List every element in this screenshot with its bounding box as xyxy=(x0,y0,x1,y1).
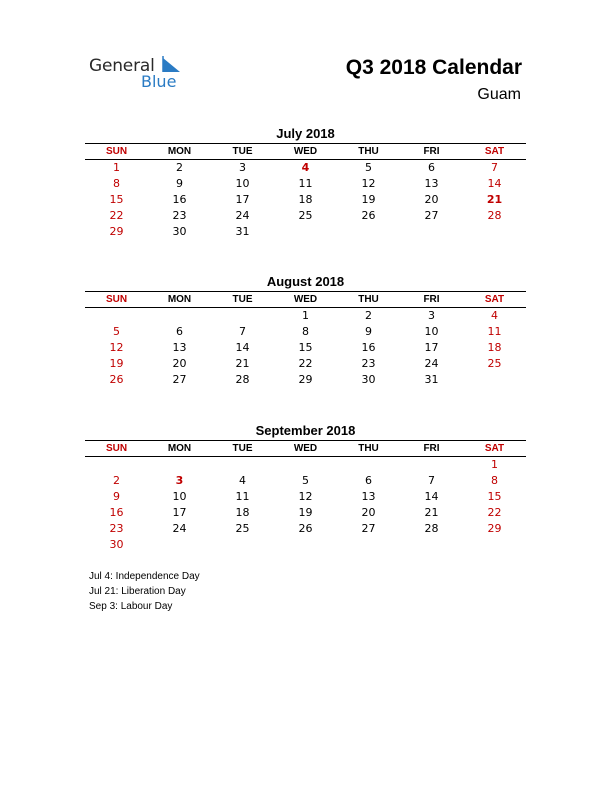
month-calendar xyxy=(85,422,526,553)
week-row xyxy=(85,457,526,473)
day-cell: 5 xyxy=(365,161,372,174)
month-title: September 2018 xyxy=(255,423,356,438)
day-cell: 6 xyxy=(176,325,183,338)
week-row xyxy=(85,176,526,192)
week-row xyxy=(85,324,526,340)
weekday-label: MON xyxy=(167,443,192,454)
day-cell: 28 xyxy=(487,209,502,222)
day-cell: 12 xyxy=(109,341,124,354)
page-subtitle: Guam xyxy=(477,86,521,103)
day-cell: 25 xyxy=(298,209,313,222)
day-cell: 7 xyxy=(428,474,435,487)
day-cell: 12 xyxy=(361,177,376,190)
day-cell: 27 xyxy=(361,522,376,535)
weekday-label: FRI xyxy=(423,146,440,157)
week-row xyxy=(85,537,526,553)
weekday-label: SAT xyxy=(484,146,505,157)
day-cell: 21 xyxy=(486,193,503,206)
month-calendar xyxy=(85,273,526,388)
weekday-header xyxy=(85,143,526,160)
day-cell xyxy=(400,457,463,473)
week-row xyxy=(85,505,526,521)
day-cell: 23 xyxy=(109,522,124,535)
day-cell: 5 xyxy=(113,325,120,338)
day-cell xyxy=(463,537,526,553)
day-cell: 24 xyxy=(424,357,439,370)
day-cell: 10 xyxy=(172,490,187,503)
day-cell: 10 xyxy=(235,177,250,190)
day-cell: 17 xyxy=(172,506,187,519)
day-cell: 28 xyxy=(424,522,439,535)
day-cell: 4 xyxy=(491,309,498,322)
day-cell: 1 xyxy=(113,161,120,174)
day-cell: 28 xyxy=(235,373,250,386)
day-cell: 1 xyxy=(491,458,498,471)
day-cell: 16 xyxy=(109,506,124,519)
day-cell: 11 xyxy=(235,490,250,503)
day-cell: 11 xyxy=(298,177,313,190)
weekday-header xyxy=(85,291,526,308)
day-cell: 13 xyxy=(172,341,187,354)
day-cell: 31 xyxy=(424,373,439,386)
day-cell: 30 xyxy=(361,373,376,386)
day-cell: 16 xyxy=(172,193,187,206)
day-cell: 13 xyxy=(361,490,376,503)
holiday-note: Jul 21: Liberation Day xyxy=(89,586,186,597)
week-row xyxy=(85,356,526,372)
day-cell: 29 xyxy=(298,373,313,386)
day-cell xyxy=(148,457,211,473)
day-cell: 9 xyxy=(113,490,120,503)
day-cell xyxy=(400,537,463,553)
weekday-label: FRI xyxy=(423,443,440,454)
week-row xyxy=(85,208,526,224)
day-cell: 19 xyxy=(361,193,376,206)
day-cell: 4 xyxy=(301,161,310,174)
day-cell: 11 xyxy=(487,325,502,338)
day-cell: 27 xyxy=(172,373,187,386)
day-cell: 14 xyxy=(235,341,250,354)
week-row xyxy=(85,340,526,356)
weekday-label: WED xyxy=(293,443,318,454)
day-cell xyxy=(274,537,337,553)
day-cell: 23 xyxy=(361,357,376,370)
day-cell: 6 xyxy=(365,474,372,487)
day-cell xyxy=(85,308,148,324)
day-cell: 19 xyxy=(109,357,124,370)
day-cell: 15 xyxy=(298,341,313,354)
day-cell: 15 xyxy=(109,193,124,206)
day-cell: 8 xyxy=(302,325,309,338)
weekday-label: THU xyxy=(358,146,379,157)
day-cell: 20 xyxy=(172,357,187,370)
weekday-label: WED xyxy=(293,146,318,157)
weekday-label: MON xyxy=(167,294,192,305)
day-cell: 8 xyxy=(113,177,120,190)
day-cell xyxy=(463,224,526,240)
logo-word-general: General xyxy=(89,56,155,76)
day-cell: 18 xyxy=(298,193,313,206)
day-cell: 10 xyxy=(424,325,439,338)
week-row xyxy=(85,372,526,388)
day-cell: 27 xyxy=(424,209,439,222)
day-cell: 22 xyxy=(109,209,124,222)
day-cell: 25 xyxy=(487,357,502,370)
day-cell: 18 xyxy=(487,341,502,354)
weekday-label: SUN xyxy=(105,146,128,157)
day-cell: 26 xyxy=(109,373,124,386)
day-cell: 23 xyxy=(172,209,187,222)
day-cell xyxy=(400,224,463,240)
flag-icon xyxy=(162,56,182,72)
weekday-label: WED xyxy=(293,294,318,305)
day-cell: 13 xyxy=(424,177,439,190)
week-row xyxy=(85,489,526,505)
logo-word-blue: Blue xyxy=(141,72,177,91)
day-cell: 18 xyxy=(235,506,250,519)
day-cell: 5 xyxy=(302,474,309,487)
day-cell xyxy=(337,537,400,553)
day-cell: 4 xyxy=(239,474,246,487)
day-cell: 3 xyxy=(239,161,246,174)
day-cell: 1 xyxy=(302,309,309,322)
day-cell xyxy=(463,372,526,388)
month-title: August 2018 xyxy=(266,274,345,289)
weekday-label: TUE xyxy=(232,146,253,157)
week-row xyxy=(85,160,526,176)
day-cell: 3 xyxy=(175,474,184,487)
day-cell xyxy=(337,457,400,473)
day-cell: 22 xyxy=(298,357,313,370)
weekday-label: MON xyxy=(167,146,192,157)
holiday-note: Sep 3: Labour Day xyxy=(89,601,173,612)
page-title: Q3 2018 Calendar xyxy=(345,56,522,79)
day-cell: 2 xyxy=(113,474,120,487)
day-cell: 22 xyxy=(487,506,502,519)
day-cell: 9 xyxy=(365,325,372,338)
week-row xyxy=(85,192,526,208)
day-cell: 6 xyxy=(428,161,435,174)
day-cell xyxy=(337,224,400,240)
day-cell: 29 xyxy=(487,522,502,535)
day-cell xyxy=(211,457,274,473)
day-cell: 9 xyxy=(176,177,183,190)
weekday-label: FRI xyxy=(423,294,440,305)
weekday-label: SUN xyxy=(105,294,128,305)
day-cell: 2 xyxy=(365,309,372,322)
weekday-label: THU xyxy=(358,443,379,454)
day-cell: 30 xyxy=(109,538,124,551)
day-cell: 24 xyxy=(235,209,250,222)
day-cell: 21 xyxy=(235,357,250,370)
day-cell: 26 xyxy=(361,209,376,222)
day-cell: 26 xyxy=(298,522,313,535)
day-cell: 20 xyxy=(361,506,376,519)
holiday-notes xyxy=(89,569,200,614)
day-cell: 31 xyxy=(235,225,250,238)
day-cell: 16 xyxy=(361,341,376,354)
week-row xyxy=(85,308,526,324)
day-cell: 7 xyxy=(491,161,498,174)
day-cell: 14 xyxy=(424,490,439,503)
day-cell xyxy=(211,537,274,553)
day-cell: 20 xyxy=(424,193,439,206)
day-cell: 8 xyxy=(491,474,498,487)
day-cell: 12 xyxy=(298,490,313,503)
day-cell xyxy=(148,537,211,553)
weekday-label: TUE xyxy=(232,443,253,454)
week-row xyxy=(85,521,526,537)
week-row xyxy=(85,224,526,240)
day-cell: 30 xyxy=(172,225,187,238)
day-cell xyxy=(274,224,337,240)
holiday-note: Jul 4: Independence Day xyxy=(89,571,200,582)
weekday-label: SUN xyxy=(105,443,128,454)
day-cell: 29 xyxy=(109,225,124,238)
day-cell: 7 xyxy=(239,325,246,338)
weekday-label: TUE xyxy=(232,294,253,305)
weekday-header xyxy=(85,440,526,457)
day-cell: 15 xyxy=(487,490,502,503)
week-row xyxy=(85,473,526,489)
day-cell: 24 xyxy=(172,522,187,535)
day-cell: 25 xyxy=(235,522,250,535)
day-cell xyxy=(85,457,148,473)
day-cell xyxy=(274,457,337,473)
weekday-label: THU xyxy=(358,294,379,305)
day-cell: 3 xyxy=(428,309,435,322)
day-cell: 21 xyxy=(424,506,439,519)
month-title: July 2018 xyxy=(276,126,335,141)
day-cell: 17 xyxy=(235,193,250,206)
day-cell: 2 xyxy=(176,161,183,174)
day-cell: 14 xyxy=(487,177,502,190)
month-calendar xyxy=(85,125,526,240)
day-cell xyxy=(211,308,274,324)
weekday-label: SAT xyxy=(484,294,505,305)
day-cell: 19 xyxy=(298,506,313,519)
day-cell: 17 xyxy=(424,341,439,354)
logo xyxy=(89,56,189,96)
day-cell xyxy=(148,308,211,324)
weekday-label: SAT xyxy=(484,443,505,454)
